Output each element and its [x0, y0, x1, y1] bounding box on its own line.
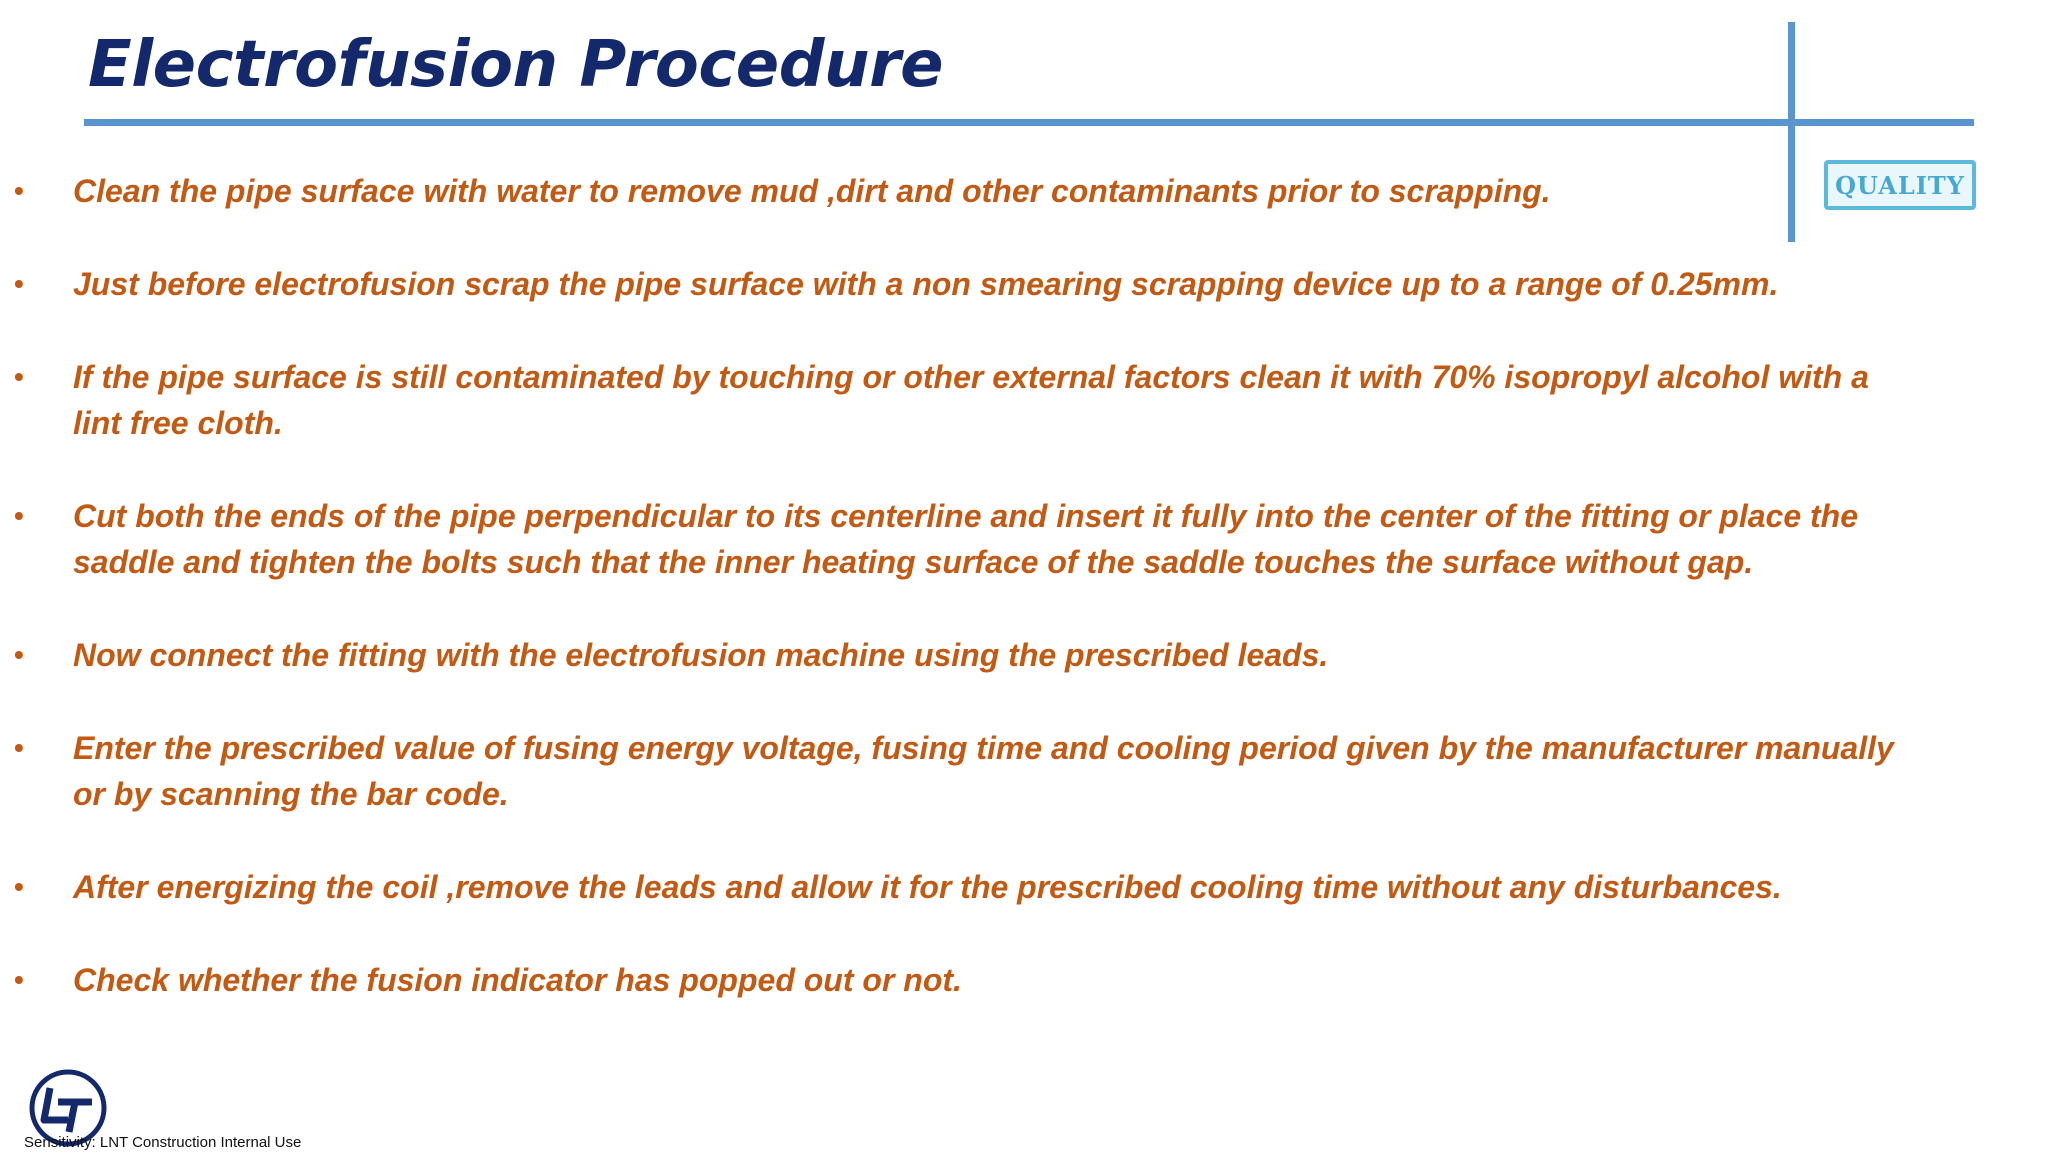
procedure-step-text: Now connect the fitting with the electrofusion machine using the prescribed leads.: [73, 637, 1329, 673]
sensitivity-label: Sensitivity: LNT Construction Internal Use: [24, 1134, 302, 1151]
procedure-step: [14, 725, 1894, 817]
procedure-step-text: Check whether the fusion indicator has popped out or not.: [73, 962, 962, 998]
bullet-icon: •: [14, 268, 24, 299]
bullet-icon: •: [14, 871, 24, 902]
title-underline: [84, 119, 1974, 126]
procedure-step-text: Clean the pipe surface with water to remove mud ,dirt and other contaminants prior to scrapping.: [73, 173, 1551, 209]
procedure-step: [14, 632, 1894, 678]
procedure-step-text: If the pipe surface is still contaminated by touching or other external factors clean it with 70% isopropyl alcohol with a lint free cloth.: [73, 359, 1869, 441]
procedure-step-text: Enter the prescribed value of fusing energy voltage, fusing time and cooling period given by the manufacturer manually or by scanning the bar code.: [73, 730, 1894, 812]
bullet-icon: •: [14, 500, 24, 531]
procedure-step-text: After energizing the coil ,remove the leads and allow it for the prescribed cooling time without any disturbances.: [73, 869, 1782, 905]
procedure-step-text: Cut both the ends of the pipe perpendicular to its centerline and insert it fully into the center of the fitting or place the saddle and tighten the bolts such that the inner heating surface of the saddle touches the surface without gap.: [73, 498, 1859, 580]
bullet-icon: •: [14, 175, 24, 206]
procedure-list: [14, 168, 1894, 1050]
quality-badge-text: QUALITY: [1835, 170, 1965, 200]
bullet-icon: •: [14, 639, 24, 670]
procedure-step: [14, 864, 1894, 910]
bullet-icon: •: [14, 361, 24, 392]
slide-title: Electrofusion Procedure: [88, 28, 944, 102]
procedure-step: [14, 957, 1894, 1003]
procedure-step: [14, 354, 1894, 446]
procedure-step: [14, 493, 1894, 585]
procedure-step: [14, 168, 1894, 214]
procedure-step: [14, 261, 1894, 307]
bullet-icon: •: [14, 964, 24, 995]
procedure-step-text: Just before electrofusion scrap the pipe surface with a non smearing scrapping device up to a range of 0.25mm.: [73, 266, 1779, 302]
bullet-icon: •: [14, 732, 24, 763]
